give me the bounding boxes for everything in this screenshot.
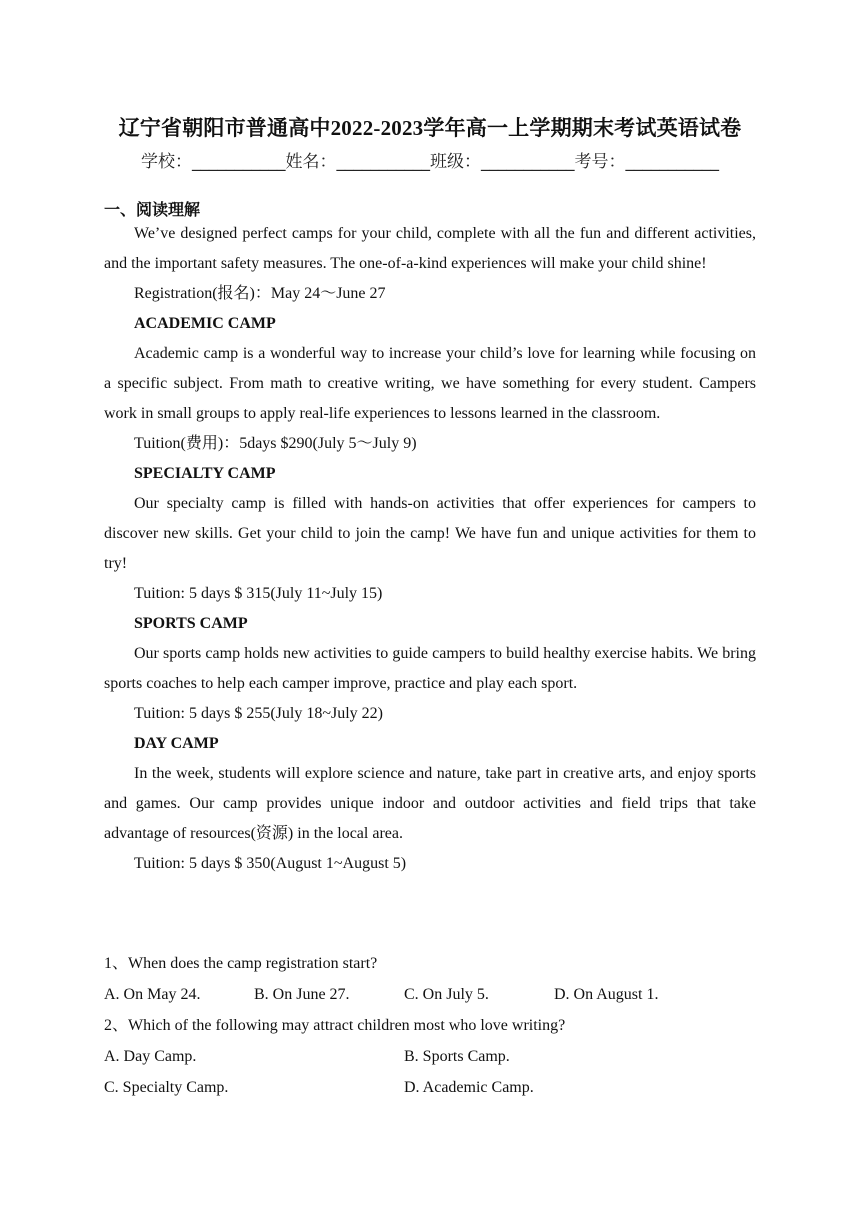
question-1-options	[104, 979, 756, 1010]
academic-camp-heading: ACADEMIC CAMP	[134, 315, 276, 332]
option-a: A. Day Camp.	[104, 1048, 197, 1065]
specialty-camp-heading: SPECIALTY CAMP	[134, 465, 276, 482]
option-c: C. Specialty Camp.	[104, 1079, 229, 1096]
day-camp-tuition: Tuition: 5 days $ 350(August 1~August 5)	[134, 855, 407, 872]
option-b: B. On June 27.	[254, 986, 350, 1003]
sports-camp-tuition: Tuition: 5 days $ 255(July 18~July 22)	[134, 705, 383, 722]
specialty-camp-tuition: Tuition: 5 days $ 315(July 11~July 15)	[134, 585, 383, 602]
question-1: 1、When does the camp registration start?	[104, 955, 378, 972]
question-list	[104, 948, 756, 1103]
registration-line: Registration(报名)：May 24～June 27	[134, 285, 386, 302]
academic-camp-tuition: Tuition(费用)：5days $290(July 5～July 9)	[134, 435, 417, 452]
question-2: 2、Which of the following may attract children most who love writing?	[104, 1017, 566, 1034]
option-b: B. Sports Camp.	[404, 1048, 510, 1065]
passage-intro: We’ve designed perfect camps for your child, complete with all the fun and different activities, and the important safety measures. The one-of-a-kind experiences will make your child shine!	[104, 225, 756, 272]
exam-title: 辽宁省朝阳市普通高中2022-2023学年高一上学期期末考试英语试卷	[118, 116, 742, 140]
option-d: D. On August 1.	[554, 986, 659, 1003]
academic-camp-body: Academic camp is a wonderful way to increase your child’s love for learning while focusing on a specific subject. From math to creative writing, we have something for every student. Campers work in small groups to apply real-life experiences to lessons learned in the classroom.	[104, 345, 756, 422]
section-heading: 一、阅读理解	[104, 200, 201, 219]
specialty-camp-body: Our specialty camp is filled with hands-on activities that offer experiences for campers to discover new skills. Get your child to join the camp! We have fun and unique activities for them to try!	[104, 495, 756, 572]
sports-camp-heading: SPORTS CAMP	[134, 615, 248, 632]
student-info-line: 学校：___________姓名：___________班级：___________考号：___________	[141, 152, 719, 172]
day-camp-body: In the week, students will explore science and nature, take part in creative arts, and enjoy sports and games. Our camp provides unique indoor and outdoor activities and field trips that take advantage of resources(资源) in the local area.	[104, 765, 756, 842]
question-2-options-row-1	[104, 1041, 756, 1072]
day-camp-heading: DAY CAMP	[134, 735, 219, 752]
option-c: C. On July 5.	[404, 986, 489, 1003]
question-2-options-row-2	[104, 1072, 756, 1103]
sports-camp-body: Our sports camp holds new activities to guide campers to build healthy exercise habits. We bring sports coaches to help each camper improve, practice and play each sport.	[104, 645, 756, 692]
option-d: D. Academic Camp.	[404, 1079, 534, 1096]
option-a: A. On May 24.	[104, 986, 201, 1003]
reading-passage	[104, 219, 756, 879]
